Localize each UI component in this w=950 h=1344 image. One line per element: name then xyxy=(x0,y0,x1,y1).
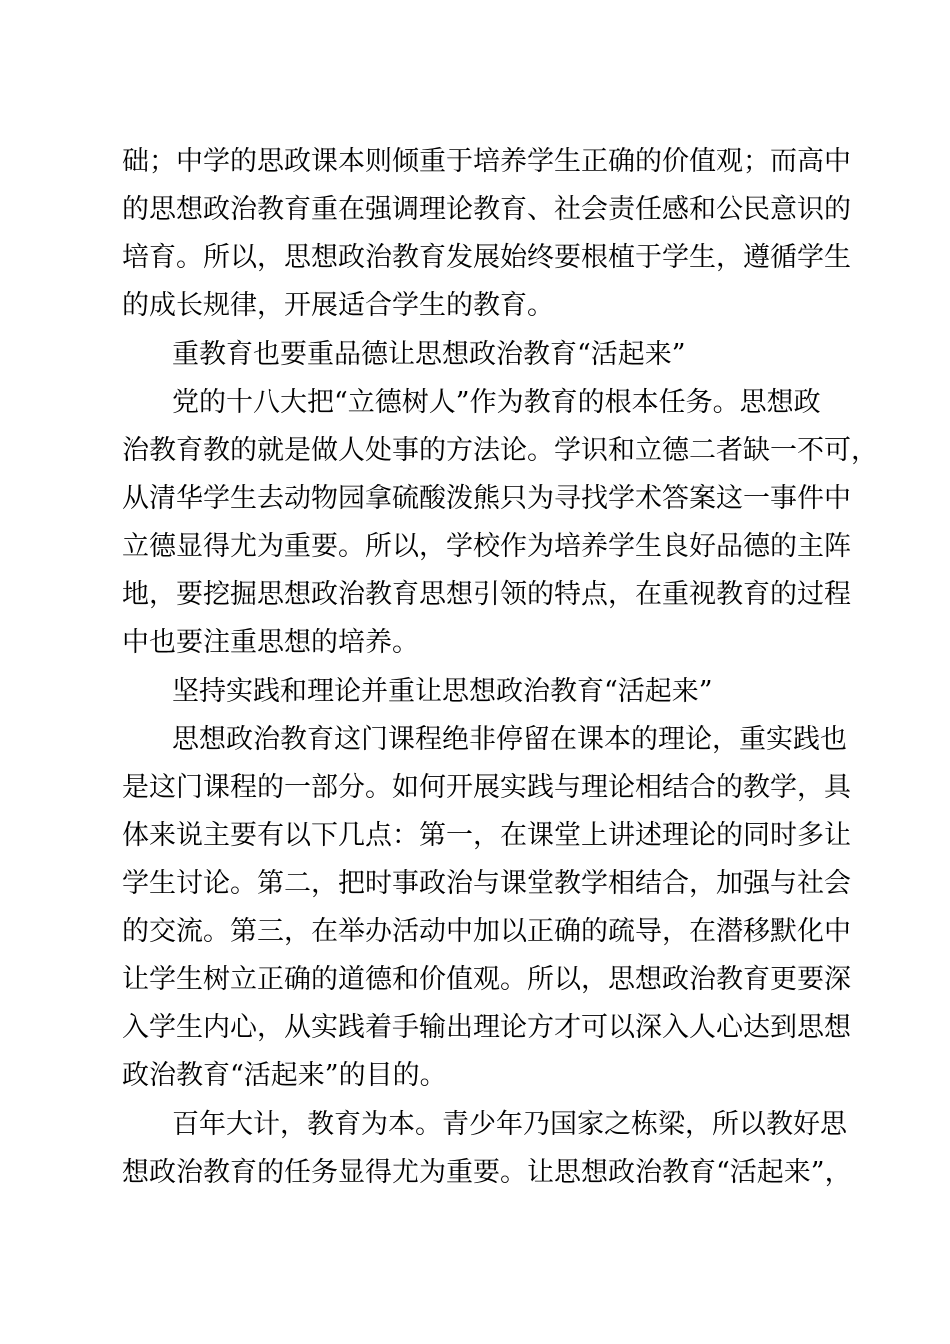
paragraph-line: 百年大计，教育为本。青少年乃国家之栋梁，所以教好思 xyxy=(172,1109,847,1140)
paragraph-line: 治教育教的就是做人处事的方法论。学识和立德二者缺一不可， xyxy=(122,435,878,466)
paragraph-line: 让学生树立正确的道德和价值观。所以，思想政治教育更要深 xyxy=(122,964,851,995)
paragraph-line: 的成长规律，开展适合学生的教育。 xyxy=(122,290,554,321)
paragraph-line: 地，要挖掘思想政治教育思想引领的特点，在重视教育的过程 xyxy=(122,579,851,610)
paragraph-line: 党的十八大把“立德树人”作为教育的根本任务。思想政 xyxy=(172,387,821,418)
section-heading: 坚持实践和理论并重让思想政治教育“活起来” xyxy=(172,676,713,707)
paragraph-line: 从清华学生去动物园拿硫酸泼熊只为寻找学术答案这一事件中 xyxy=(122,483,851,514)
paragraph-line: 学生讨论。第二，把时事政治与课堂教学相结合，加强与社会 xyxy=(122,868,851,899)
paragraph-line: 是这门课程的一部分。如何开展实践与理论相结合的教学，具 xyxy=(122,772,851,803)
paragraph-line: 政治教育“活起来”的目的。 xyxy=(122,1060,447,1091)
paragraph-line: 中也要注重思想的培养。 xyxy=(122,627,419,658)
paragraph-line: 体来说主要有以下几点：第一，在课堂上讲述理论的同时多让 xyxy=(122,820,851,851)
paragraph-line: 入学生内心，从实践着手输出理论方才可以深入人心达到思想 xyxy=(122,1012,851,1043)
paragraph-line: 思想政治教育这门课程绝非停留在课本的理论，重实践也 xyxy=(172,724,847,755)
paragraph-line: 培育。所以，思想政治教育发展始终要根植于学生，遵循学生 xyxy=(122,242,851,273)
paragraph-line: 立德显得尤为重要。所以，学校作为培养学生良好品德的主阵 xyxy=(122,531,851,562)
paragraph-line: 的交流。第三，在举办活动中加以正确的疏导，在潜移默化中 xyxy=(122,916,851,947)
paragraph-line: 础；中学的思政课本则倾重于培养学生正确的价值观；而高中 xyxy=(122,146,851,177)
paragraph-line: 的思想政治教育重在强调理论教育、社会责任感和公民意识的 xyxy=(122,194,851,225)
section-heading: 重教育也要重品德让思想政治教育“活起来” xyxy=(172,339,686,370)
paragraph-line: 想政治教育的任务显得尤为重要。让思想政治教育“活起来”， xyxy=(122,1157,852,1188)
